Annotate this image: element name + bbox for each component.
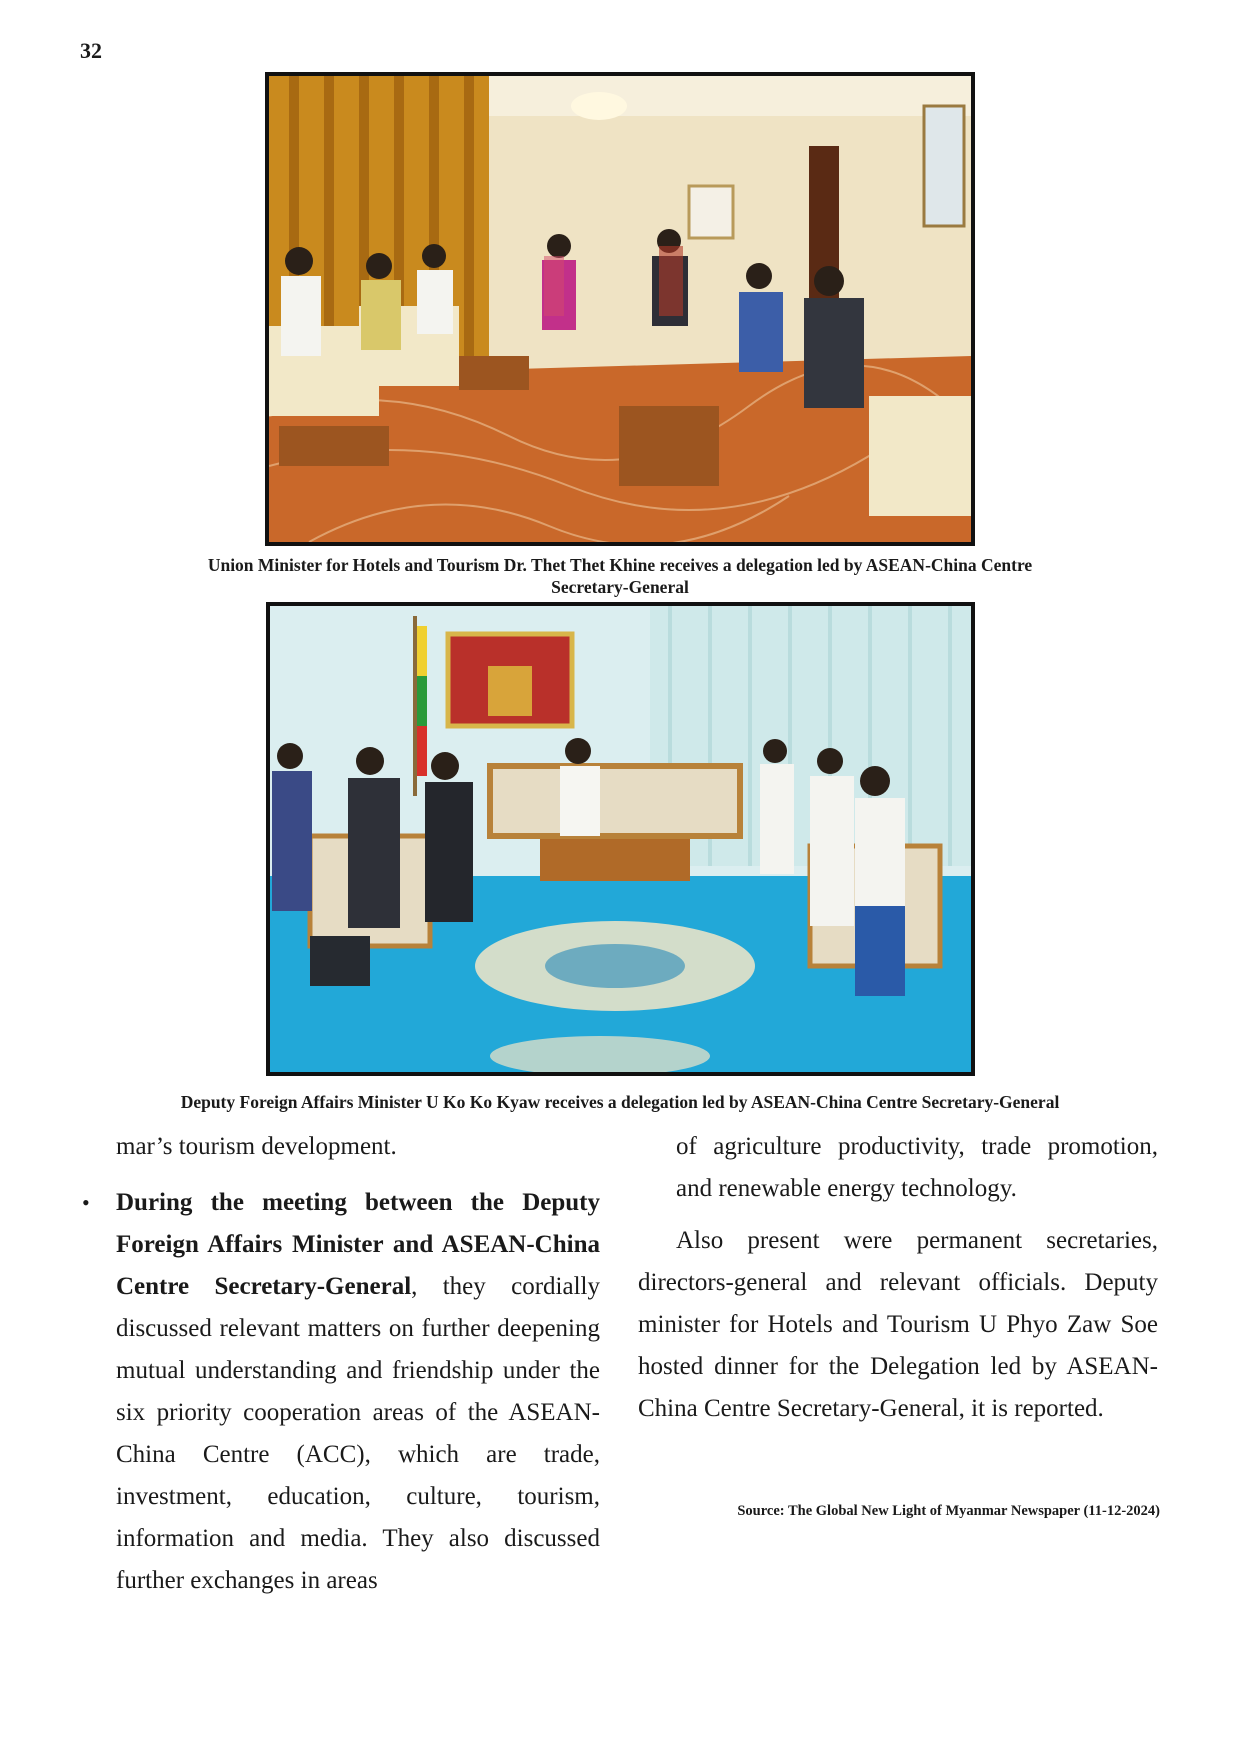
left-column: [82, 1126, 600, 1602]
bullet-paragraph: [82, 1182, 600, 1602]
left-column-continuation: mar’s tourism development.: [116, 1133, 397, 1160]
photo-1-caption-line-1: Union Minister for Hotels and Tourism Dr. Thet Thet Khine receives a delegation led by ASEAN-China Centre: [207, 555, 1033, 575]
photo-2-caption: Deputy Foreign Affairs Minister U Ko Ko Kyaw receives a delegation led by ASEAN-China Centre Secretary-General: [180, 1092, 1060, 1112]
source-credit: Source: The Global New Light of Myanmar Newspaper (11-12-2024): [737, 1503, 1160, 1519]
right-column: [638, 1126, 1158, 1430]
bullet-body-text: , they cordially discussed relevant matters on further deepening mutual understanding and friendship under the six priority cooperation areas of the ASEAN-China Centre (ACC), which are trade, investment, education, culture, tourism, information and media. They also discussed further exchanges in areas: [116, 1273, 600, 1594]
meeting-room-illustration: [269, 76, 971, 542]
photo-hotels-tourism-meeting: [265, 72, 975, 546]
photo-1-caption-line-2: Secretary-General: [551, 577, 689, 597]
photo-1-caption: [0, 554, 1240, 598]
reception-room-illustration: [270, 606, 971, 1072]
photo-foreign-affairs-meeting: [266, 602, 975, 1076]
right-column-paragraph: Also present were permanent secretaries, directors-general and relevant officials. Deputy minister for Hotels and Tourism U Phyo Zaw Soe hosted dinner for the Delegation led by ASEAN-China Centre Secretary-General, it is reported.: [638, 1227, 1158, 1422]
bullet-bold-lead: During the meeting between the Deputy Foreign Affairs Minister and ASEAN-China Centre Secretary-General: [116, 1189, 600, 1300]
page-number: 32: [80, 38, 102, 63]
bullet-dot: •: [82, 1190, 90, 1215]
right-column-continuation: of agriculture productivity, trade promotion, and renewable energy technology.: [676, 1133, 1158, 1202]
